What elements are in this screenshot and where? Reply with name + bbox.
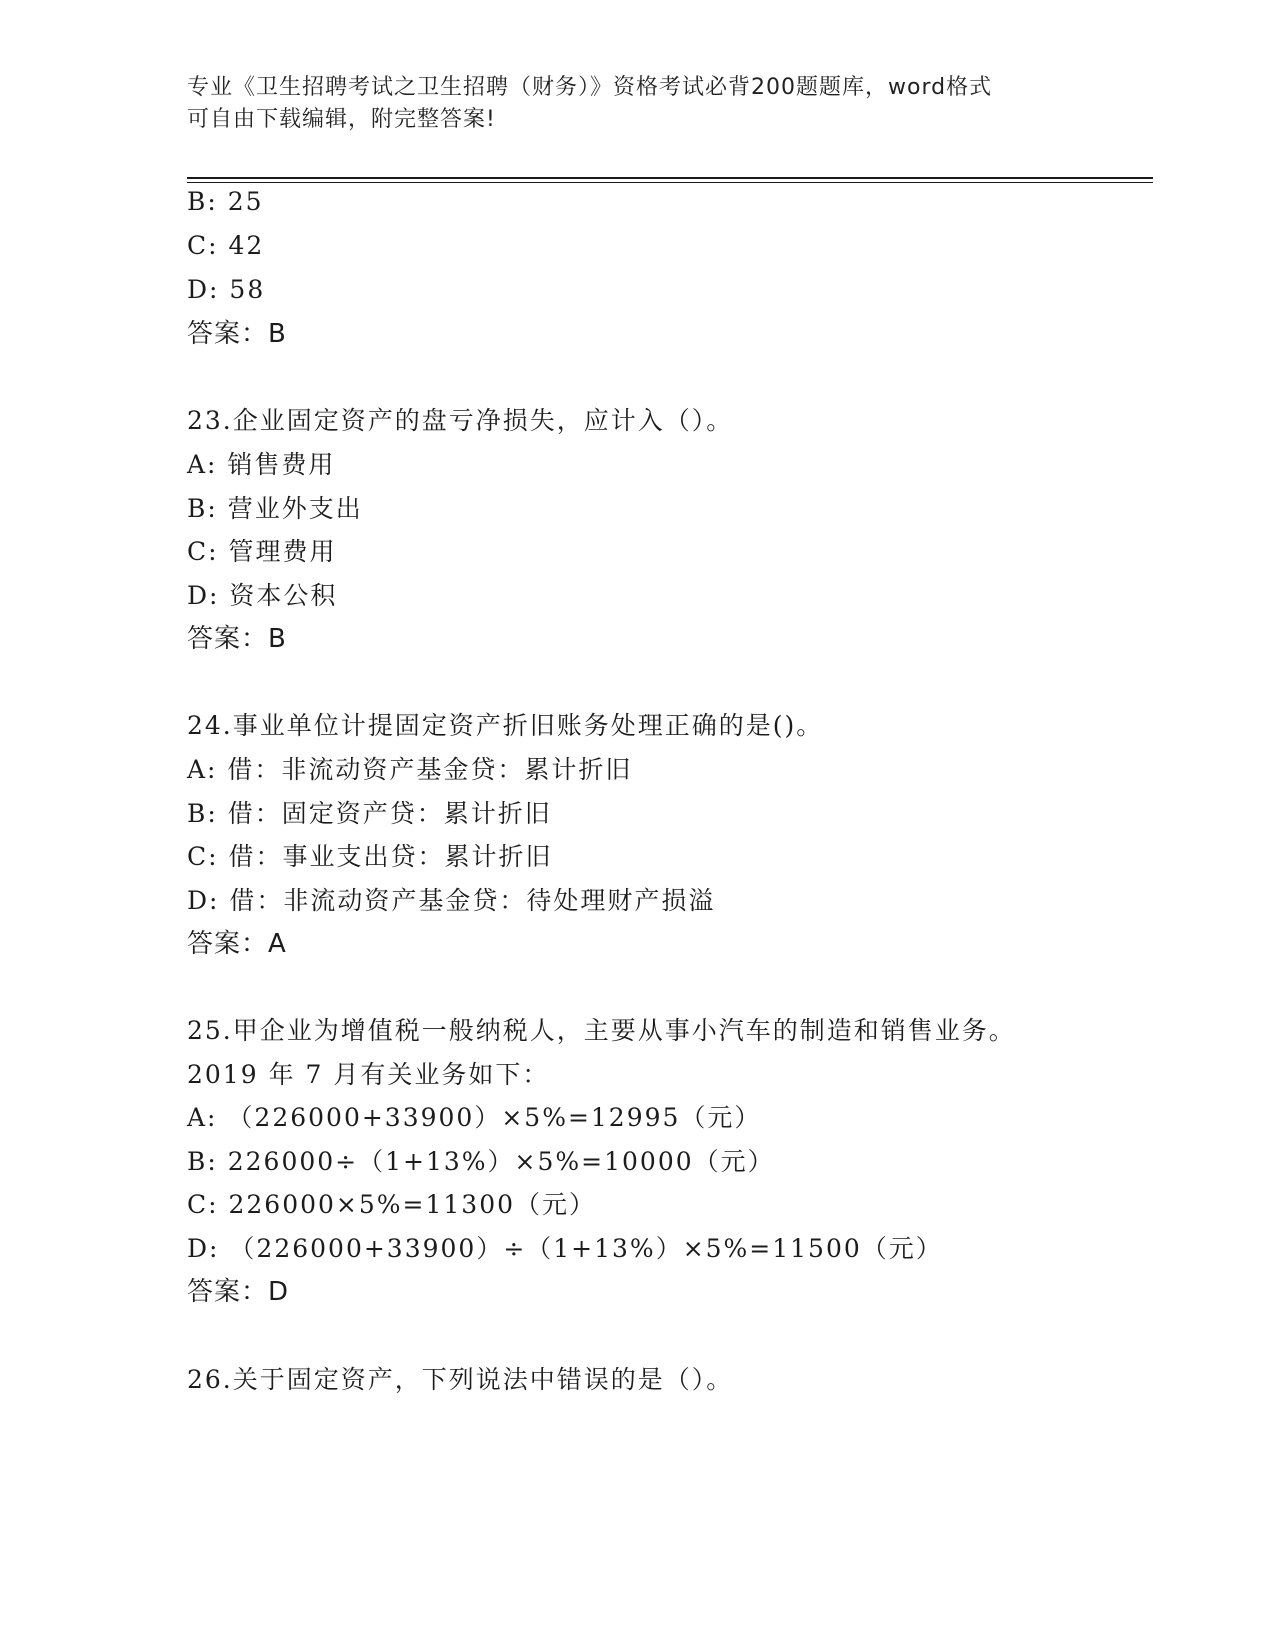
q25-stem-line-2: 2019 年 7 月有关业务如下： bbox=[187, 1060, 550, 1089]
q24-option-a: A: 借：非流动资产基金贷：累计折旧 bbox=[187, 755, 633, 784]
header-title-line-2: 可自由下载编辑，附完整答案! bbox=[187, 107, 496, 132]
q23-answer: 答案：B bbox=[187, 624, 287, 654]
q22-option-b: B: 25 bbox=[187, 187, 264, 216]
document-header bbox=[187, 72, 1087, 136]
q24-answer: 答案：A bbox=[187, 929, 287, 959]
header-title-line-1: 专业《卫生招聘考试之卫生招聘（财务）》资格考试必背200题题库，word格式 bbox=[187, 75, 993, 100]
q23-option-a: A: 销售费用 bbox=[187, 450, 336, 479]
q24-stem: 24.事业单位计提固定资产折旧账务处理正确的是()。 bbox=[187, 711, 824, 740]
q22-option-c: C: 42 bbox=[187, 231, 265, 260]
q24-option-d: D: 借：非流动资产基金贷：待处理财产损溢 bbox=[187, 886, 716, 915]
q25-option-c: C: 226000×5%=11300（元） bbox=[187, 1190, 597, 1219]
q26-stem: 26.关于固定资产，下列说法中错误的是（）。 bbox=[187, 1365, 734, 1394]
q25-stem-line-1: 25.甲企业为增值税一般纳税人，主要从事小汽车的制造和销售业务。 bbox=[187, 1016, 1016, 1045]
q25-answer: 答案：D bbox=[187, 1277, 290, 1307]
header-divider-thick bbox=[187, 177, 1153, 179]
q23-stem: 23.企业固定资产的盘亏净损失，应计入（）。 bbox=[187, 406, 734, 435]
q25-option-a: A: （226000+33900）×5%=12995（元） bbox=[187, 1103, 762, 1132]
q25-option-b: B: 226000÷（1+13%）×5%=10000（元） bbox=[187, 1147, 775, 1176]
header-divider-thin bbox=[187, 182, 1153, 183]
q25-option-d: D: （226000+33900）÷（1+13%）×5%=11500（元） bbox=[187, 1234, 943, 1263]
q22-option-d: D: 58 bbox=[187, 275, 266, 304]
q22-answer: 答案：B bbox=[187, 319, 287, 349]
q23-option-b: B: 营业外支出 bbox=[187, 494, 363, 523]
q23-option-c: C: 管理费用 bbox=[187, 537, 337, 566]
q24-option-b: B: 借：固定资产贷：累计折旧 bbox=[187, 799, 552, 828]
q23-option-d: D: 资本公积 bbox=[187, 581, 338, 610]
q24-option-c: C: 借：事业支出贷：累计折旧 bbox=[187, 842, 553, 871]
